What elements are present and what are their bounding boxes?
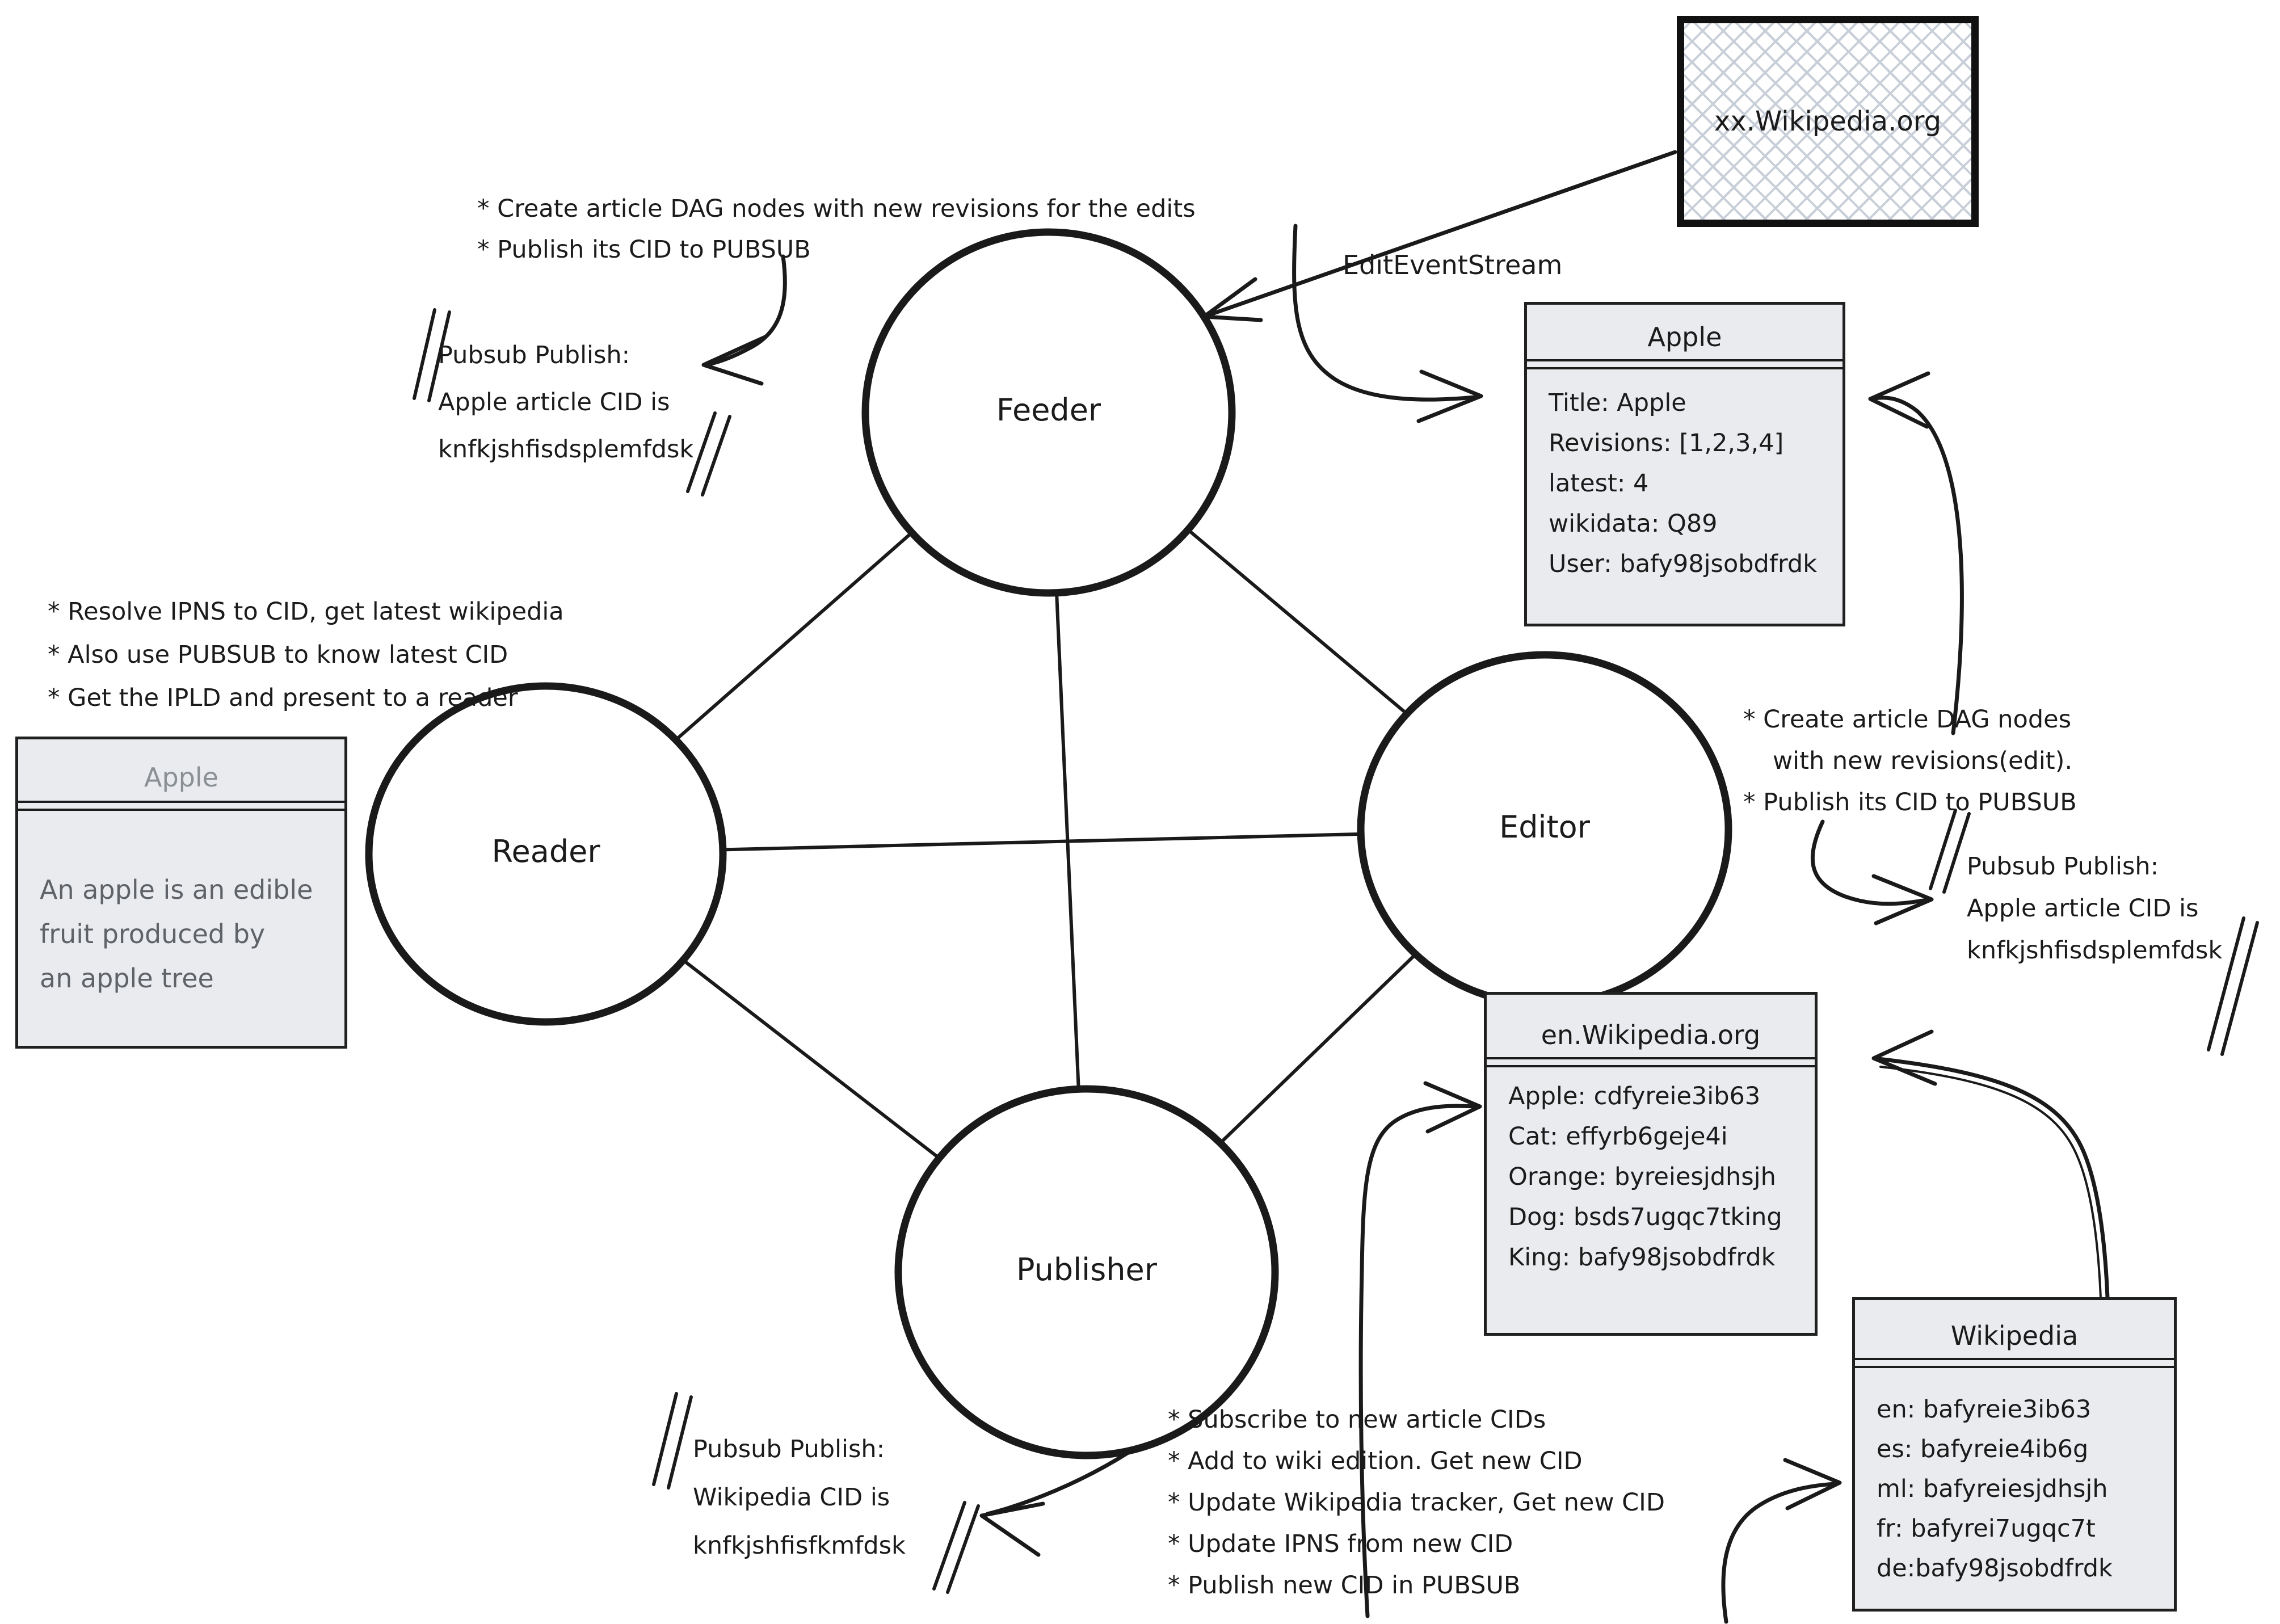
en-wikipedia-box-title: en.Wikipedia.org — [1541, 1020, 1761, 1050]
box-line: Cat: effyrb6geje4i — [1508, 1122, 1728, 1151]
box-line: an apple tree — [40, 963, 214, 994]
apple-dag-box-body — [1527, 369, 1842, 584]
note-line: * Subscribe to new article CIDs — [1168, 1406, 1546, 1434]
feeder-pubsub-note — [438, 332, 693, 473]
note-line: * Update IPNS from new CID — [1168, 1530, 1513, 1558]
publisher-pubsub-arrow — [987, 1453, 1128, 1514]
note-line: knfkjshfisfkmfdsk — [693, 1532, 906, 1560]
note-line: Pubsub Publish: — [438, 341, 630, 369]
wikipedia-source-box-title: xx.Wikipedia.org — [1714, 106, 1942, 137]
box-line: es: bafyreie4ib6g — [1877, 1435, 2089, 1463]
publisher-pubsub-open-slashes — [654, 1394, 691, 1488]
feeder-notes — [477, 188, 1196, 270]
note-line: * Also use PUBSUB to know latest CID — [48, 641, 508, 669]
note-line: * Create article DAG nodes — [1743, 705, 2071, 734]
apple-article-box-title: Apple — [144, 762, 218, 793]
box-line: fr: bafyrei7ugqc7t — [1877, 1514, 2096, 1543]
publisher-to-tracker-arrow — [1723, 1484, 1835, 1622]
box-line: Apple: cdfyreie3ib63 — [1508, 1082, 1761, 1110]
box-line: Title: Apple — [1549, 389, 1686, 417]
note-line: knfkjshfisdsplemfdsk — [438, 435, 694, 464]
box-line: An apple is an edible — [40, 874, 313, 905]
edit-event-stream-arrow — [1204, 152, 1675, 317]
note-line: Pubsub Publish: — [1967, 852, 2159, 881]
box-line: wikidata: Q89 — [1549, 510, 1718, 538]
publisher-pubsub-note — [693, 1425, 906, 1570]
note-line: Apple article CID is — [438, 388, 670, 416]
note-line: * Publish its CID to PUBSUB — [477, 235, 811, 264]
box-line: latest: 4 — [1549, 469, 1649, 498]
publisher-pubsub-close-slashes — [934, 1503, 978, 1592]
note-line: * Get the IPLD and present to a reader — [48, 684, 518, 712]
editor-pubsub-note — [1967, 845, 2222, 971]
apple-dag-box — [1524, 302, 1845, 626]
apple-dag-box-divider — [1527, 359, 1842, 369]
wikipedia-tracker-box — [1852, 1297, 2177, 1612]
publisher-notes — [1168, 1399, 1665, 1606]
note-line: * Add to wiki edition. Get new CID — [1168, 1447, 1583, 1475]
box-line: Dog: bsds7ugqc7tking — [1508, 1203, 1782, 1231]
note-line: * Update Wikipedia tracker, Get new CID — [1168, 1488, 1665, 1517]
en-wikipedia-box-divider — [1487, 1057, 1815, 1067]
editor-notes — [1743, 699, 2077, 823]
box-line: Orange: byreiesjdhsjh — [1508, 1163, 1776, 1191]
note-line: with new revisions(edit). — [1773, 747, 2073, 775]
en-wikipedia-box-body — [1487, 1067, 1815, 1278]
wikipedia-tracker-box-divider — [1855, 1358, 2174, 1368]
apple-article-box — [15, 737, 347, 1049]
reader-notes — [48, 590, 564, 720]
box-line: fruit produced by — [40, 919, 266, 949]
box-line: Revisions: [1,2,3,4] — [1549, 429, 1784, 457]
editor-node-label: Editor — [1499, 809, 1590, 845]
wikipedia-tracker-box-body — [1855, 1368, 2174, 1588]
en-wikipedia-box — [1484, 992, 1818, 1336]
apple-dag-box-title: Apple — [1647, 322, 1722, 352]
box-line: ml: bafyreiesjdhsjh — [1877, 1475, 2108, 1503]
edit-event-stream-label: EditEventStream — [1343, 250, 1563, 280]
box-line: en: bafyreie3ib63 — [1877, 1395, 2092, 1424]
wikipedia-tracker-box-title: Wikipedia — [1950, 1320, 2079, 1351]
box-line: King: bafy98jsobdfrdk — [1508, 1243, 1776, 1272]
publisher-node-label: Publisher — [1016, 1252, 1157, 1288]
feeder-node-label: Feeder — [996, 392, 1101, 428]
feeder-pubsub-arrow — [708, 256, 785, 364]
note-line: * Publish its CID to PUBSUB — [1743, 788, 2077, 817]
apple-article-box-body — [18, 811, 344, 1000]
feeder-pubsub-close-slashes — [688, 413, 730, 495]
box-line: User: bafy98jsobdfrdk — [1549, 550, 1818, 578]
wikipedia-source-box — [1677, 16, 1979, 227]
apple-article-box-divider — [18, 801, 344, 811]
note-line: Pubsub Publish: — [693, 1435, 885, 1463]
note-line: * Create article DAG nodes with new revisions for the edits — [477, 195, 1196, 223]
note-line: * Resolve IPNS to CID, get latest wikipedia — [48, 598, 564, 626]
note-line: knfkjshfisdsplemfdsk — [1967, 936, 2223, 965]
editor-to-apple-arrow — [1875, 398, 1962, 733]
reader-node-label: Reader — [491, 834, 600, 869]
note-line: Apple article CID is — [1967, 894, 2199, 923]
note-line: * Publish new CID in PUBSUB — [1168, 1571, 1521, 1600]
note-line: Wikipedia CID is — [693, 1483, 890, 1512]
box-line: de:bafy98jsobdfrdk — [1877, 1554, 2113, 1583]
